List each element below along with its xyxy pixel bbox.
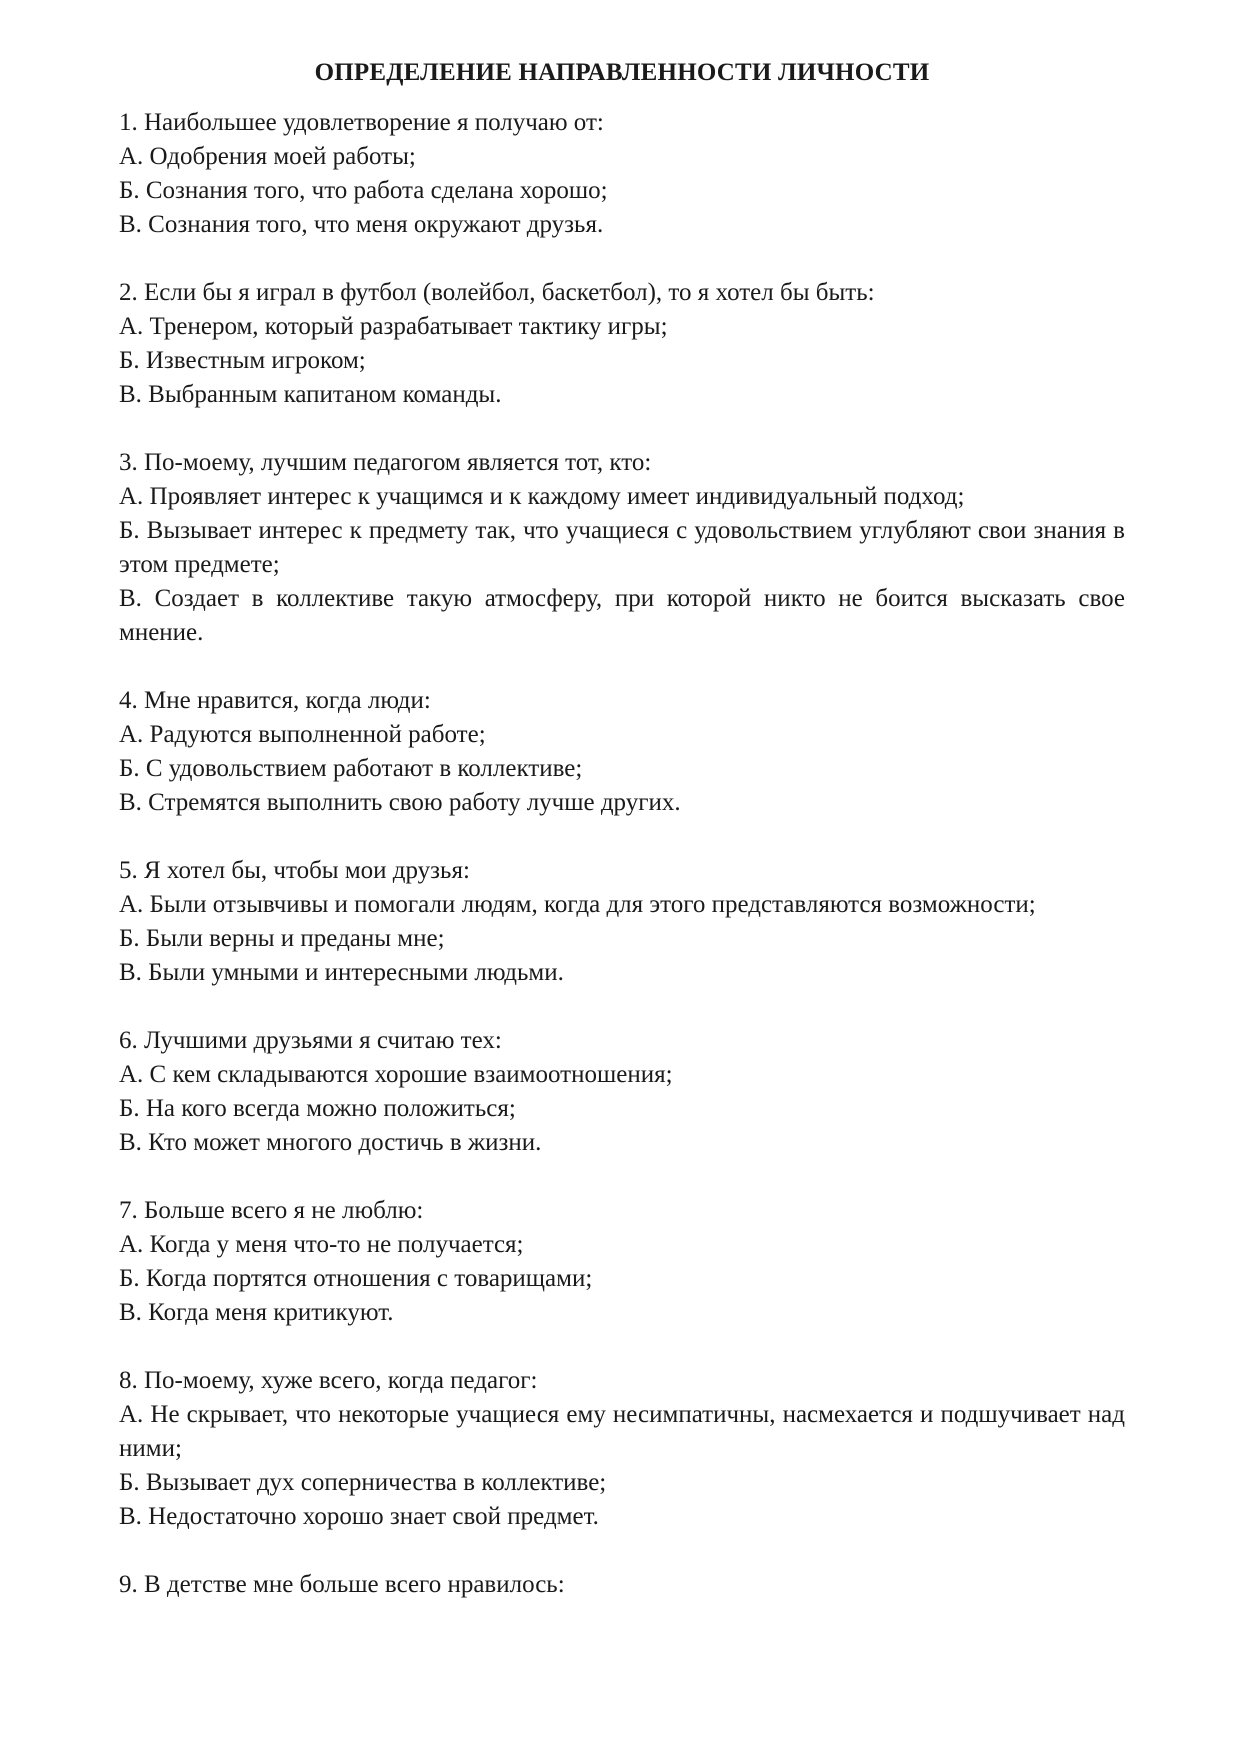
question-1: [119, 106, 1125, 242]
question-4: [119, 684, 1125, 820]
option-v: В. Создает в коллективе такую атмосферу, при которой никто не боится высказать свое мнение.: [119, 585, 1125, 646]
option-a: А. Когда у меня что-то не получается;: [119, 1231, 524, 1258]
option-a: А. Тренером, который разрабатывает тактику игры;: [119, 313, 668, 340]
option-a: А. Проявляет интерес к учащимся и к каждому имеет индивидуальный подход;: [119, 483, 965, 510]
option-a: А. С кем складываются хорошие взаимоотношения;: [119, 1061, 673, 1088]
question-text: 6. Лучшими друзьями я считаю тех:: [119, 1027, 502, 1054]
option-a: А. Были отзывчивы и помогали людям, когда для этого представляются возможности;: [119, 891, 1036, 918]
option-v: В. Кто может многого достичь в жизни.: [119, 1129, 542, 1156]
option-v: В. Были умными и интересными людьми.: [119, 959, 564, 986]
option-v: В. Когда меня критикуют.: [119, 1299, 394, 1326]
question-2: [119, 276, 1125, 412]
option-b: Б. Известным игроком;: [119, 347, 366, 374]
option-v: В. Сознания того, что меня окружают друзья.: [119, 211, 604, 238]
option-a: А. Одобрения моей работы;: [119, 143, 416, 170]
option-a: А. Радуются выполненной работе;: [119, 721, 486, 748]
question-5: [119, 854, 1125, 990]
question-text: 3. По-моему, лучшим педагогом является тот, кто:: [119, 449, 652, 476]
question-text: 1. Наибольшее удовлетворение я получаю от:: [119, 109, 604, 136]
option-b: Б. На кого всегда можно положиться;: [119, 1095, 516, 1122]
option-b: Б. Вызывает интерес к предмету так, что учащиеся с удовольствием углубляют свои знания в этом предмете;: [119, 517, 1125, 578]
question-text: 8. По-моему, хуже всего, когда педагог:: [119, 1367, 538, 1394]
question-9: [119, 1568, 1125, 1602]
question-text: 9. В детстве мне больше всего нравилось:: [119, 1571, 565, 1598]
option-b: Б. Вызывает дух соперничества в коллективе;: [119, 1469, 607, 1496]
option-b: Б. Были верны и преданы мне;: [119, 925, 445, 952]
question-text: 4. Мне нравится, когда люди:: [119, 687, 431, 714]
question-text: 5. Я хотел бы, чтобы мои друзья:: [119, 857, 470, 884]
question-8: [119, 1364, 1125, 1534]
option-v: В. Недостаточно хорошо знает свой предмет.: [119, 1503, 599, 1530]
question-text: 7. Больше всего я не люблю:: [119, 1197, 424, 1224]
option-b: Б. Сознания того, что работа сделана хорошо;: [119, 177, 608, 204]
option-v: В. Стремятся выполнить свою работу лучше других.: [119, 789, 681, 816]
document-page: [119, 56, 1125, 1636]
option-b: Б. С удовольствием работают в коллективе;: [119, 755, 583, 782]
option-b: Б. Когда портятся отношения с товарищами;: [119, 1265, 593, 1292]
question-7: [119, 1194, 1125, 1330]
option-v: В. Выбранным капитаном команды.: [119, 381, 502, 408]
question-3: [119, 446, 1125, 650]
option-a: А. Не скрывает, что некоторые учащиеся ему несимпатичны, насмехается и подшучивает над ними;: [119, 1401, 1125, 1462]
question-text: 2. Если бы я играл в футбол (волейбол, баскетбол), то я хотел бы быть:: [119, 279, 875, 306]
document-title: ОПРЕДЕЛЕНИЕ НАПРАВЛЕННОСТИ ЛИЧНОСТИ: [314, 59, 930, 86]
question-6: [119, 1024, 1125, 1160]
